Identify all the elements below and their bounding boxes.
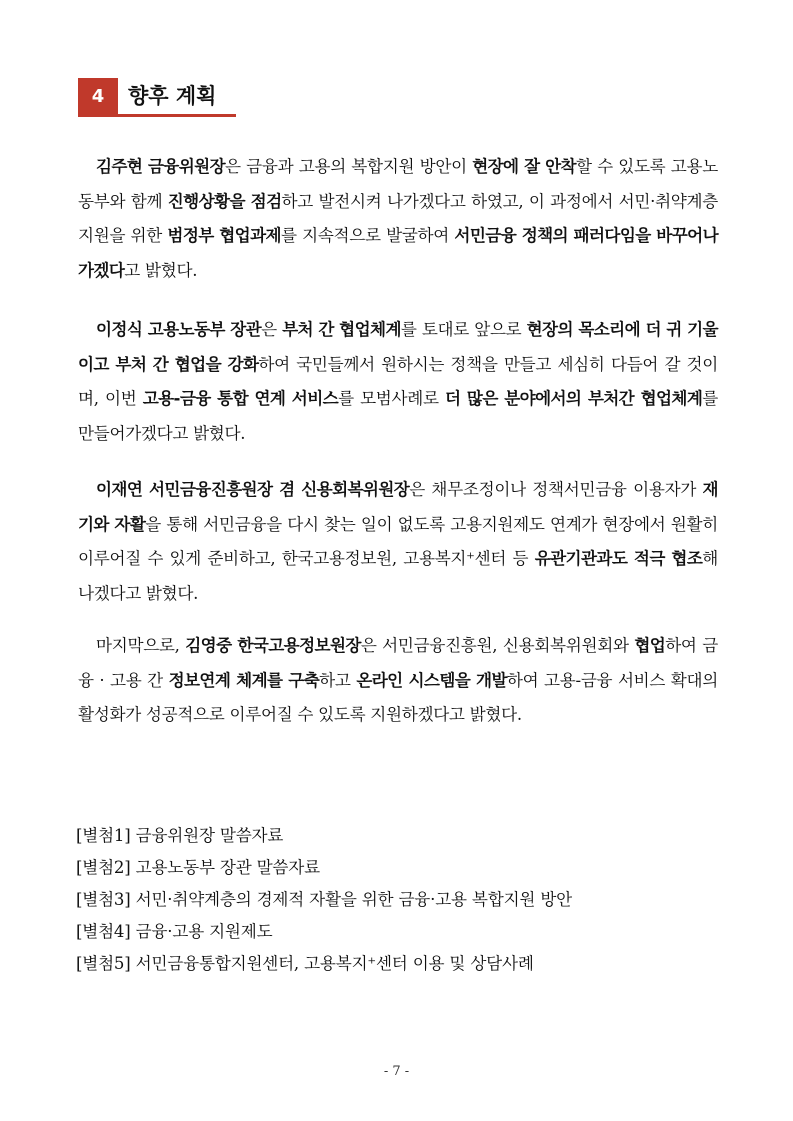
body-text: 하여 금융 · 고용 간 [78,636,718,690]
body-text: 은 채무조정이나 정책서민금융 이용자가 [409,480,703,499]
body-text: 해나겠다고 밝혔다. [78,549,718,603]
paragraph-financial-commission [78,150,718,288]
emphasis-text: 현장의 목소리에 더 귀 기울이고 부처 간 협업을 강화 [78,320,718,374]
section-underline [78,114,236,117]
emphasis-text: 온라인 시스템을 개발 [356,670,507,690]
section-header [78,78,236,118]
emphasis-text: 김주현 금융위원장 [96,157,226,176]
emphasis-text: 범정부 협업과제 [167,226,281,245]
page-number: - 7 - [383,1064,410,1079]
emphasis-text: 이정식 고용노동부 장관 [96,320,262,339]
section-title: 향후 계획 [128,84,217,108]
emphasis-text: 고용-금융 통합 연계 서비스 [142,389,339,408]
body-text: 하고 발전시켜 나가겠다고 하였고, 이 과정에서 서민·취약계층 지원을 위한 [78,191,718,245]
emphasis-text: 협업 [634,636,666,655]
emphasis-text: 유관기관과도 적극 협조 [534,549,703,568]
attachment-item: [별첨4] 금융·고용 지원제도 [76,922,273,941]
body-text: 을 통해 서민금융을 다시 찾는 일이 없도록 고용지원제도 연계가 현장에서 원활히 이루어질 수 있게 준비하고, 한국고용정보원, 고용복지⁺센터 등 [78,514,718,568]
body-text: 할 수 있도록 고용노동부와 함께 [78,157,718,211]
body-text: 고 밝혔다. [124,260,198,280]
body-text: 하여 고용-금융 서비스 확대의 활성화가 성공적으로 이루어질 수 있도록 지원하겠다고 밝혔다. [78,670,718,724]
body-text: 마지막으로, [96,636,186,655]
body-text: 은 [261,320,283,339]
emphasis-text: 정보연계 체계를 구축 [168,670,320,690]
emphasis-text: 김영중 한국고용정보원장 [185,636,361,655]
body-text: 은 금융과 고용의 복합지원 방안이 [225,157,473,176]
emphasis-text: 현장에 잘 안착 [472,157,576,176]
attachment-item: [별첨3] 서민·취약계층의 경제적 자활을 위한 금융·고용 복합지원 방안 [76,890,572,909]
body-text: 를 토대로 앞으로 [400,320,527,339]
section-number-badge: 4 [78,78,118,114]
body-text: 를 지속적으로 발굴하여 [280,226,455,245]
paragraph-microfinance-agency [78,473,718,611]
paragraph-labor-minister [78,313,718,451]
body-text: 하고 [319,670,357,690]
body-text: 를 모범사례로 [338,389,445,408]
emphasis-text: 진행상황을 점검 [167,191,282,211]
attachment-item: [별첨1] 금융위원장 말씀자료 [76,826,284,845]
body-text: 하여 국민들께서 원하시는 정책을 만들고 세심히 다듬어 갈 것이며, 이번 [78,354,718,408]
emphasis-text: 이재연 서민금융진흥원장 겸 신용회복위원장 [96,480,410,499]
body-text: 를 만들어가겠다고 밝혔다. [78,389,719,443]
emphasis-text: 재기와 자활 [78,480,718,534]
emphasis-text: 부처 간 협업체계 [282,320,401,339]
attachment-item: [별첨2] 고용노동부 장관 말씀자료 [76,858,320,877]
emphasis-text: 더 많은 분야에서의 부처간 협업체계 [445,389,703,408]
attachment-item: [별첨5] 서민금융통합지원센터, 고용복지⁺센터 이용 및 상담사례 [76,954,534,973]
body-text: 은 서민금융진흥원, 신용회복위원회와 [360,636,635,655]
emphasis-text: 서민금융 정책의 패러다임을 바꾸어나가겠다 [78,226,718,280]
paragraph-employment-info-service [78,629,718,733]
